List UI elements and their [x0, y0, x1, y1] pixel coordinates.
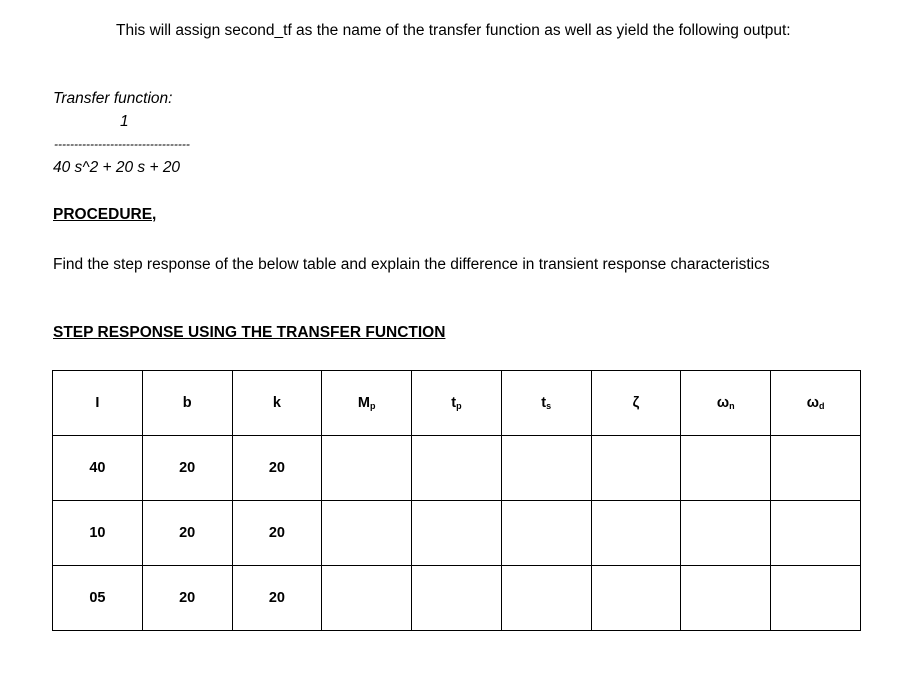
table-cell — [681, 566, 771, 631]
table-cell — [412, 566, 502, 631]
header-cell-tp: $t_p$ — [412, 371, 502, 436]
table-cell — [322, 566, 412, 631]
table-cell — [771, 436, 861, 501]
table-cell — [412, 501, 502, 566]
header-cell-b: b — [142, 371, 232, 436]
table-cell — [501, 566, 591, 631]
table-cell — [591, 501, 681, 566]
table-cell — [322, 501, 412, 566]
table-cell — [322, 436, 412, 501]
header-cell-mp: $M_p$ — [322, 371, 412, 436]
table-cell — [771, 566, 861, 631]
transfer-function-denominator: 40 s^2 + 20 s + 20 — [53, 159, 181, 176]
header-cell-I: I — [53, 371, 143, 436]
step-response-table — [52, 370, 861, 631]
table-cell — [501, 436, 591, 501]
table-cell — [771, 501, 861, 566]
header-cell-ts: $t_s$ — [501, 371, 591, 436]
table-cell: 10 — [53, 501, 143, 566]
table-cell — [591, 436, 681, 501]
header-cell-omega-d: $\omega_d$ — [771, 371, 861, 436]
table-cell — [681, 436, 771, 501]
table-cell: 20 — [232, 566, 322, 631]
table-cell: 20 — [142, 436, 232, 501]
header-cell-omega-n: $\omega_n$ — [681, 371, 771, 436]
table-cell — [681, 501, 771, 566]
table-cell — [501, 501, 591, 566]
table-cell — [591, 566, 681, 631]
procedure-heading: PROCEDURE, — [53, 206, 157, 223]
table-header-row — [53, 371, 861, 436]
table-cell: 20 — [232, 501, 322, 566]
transfer-function-fraction-bar: ---------------------------------- — [54, 137, 190, 151]
table-row — [53, 501, 861, 566]
procedure-text: Find the step response of the below table and explain the difference in transient response characteristics — [53, 256, 770, 273]
table-cell — [412, 436, 502, 501]
table-cell: 40 — [53, 436, 143, 501]
table-cell: 05 — [53, 566, 143, 631]
transfer-function-numerator: 1 — [120, 113, 129, 130]
intro-paragraph: This will assign second_tf as the name of the transfer function as well as yield the following output: — [116, 22, 791, 39]
step-response-heading: STEP RESPONSE USING THE TRANSFER FUNCTION — [53, 324, 446, 341]
header-cell-zeta: ζ — [591, 371, 681, 436]
table-cell: 20 — [142, 501, 232, 566]
header-cell-k: k — [232, 371, 322, 436]
table-row — [53, 566, 861, 631]
table-cell: 20 — [232, 436, 322, 501]
transfer-function-label: Transfer function: — [53, 90, 173, 107]
table-cell: 20 — [142, 566, 232, 631]
table-row — [53, 436, 861, 501]
